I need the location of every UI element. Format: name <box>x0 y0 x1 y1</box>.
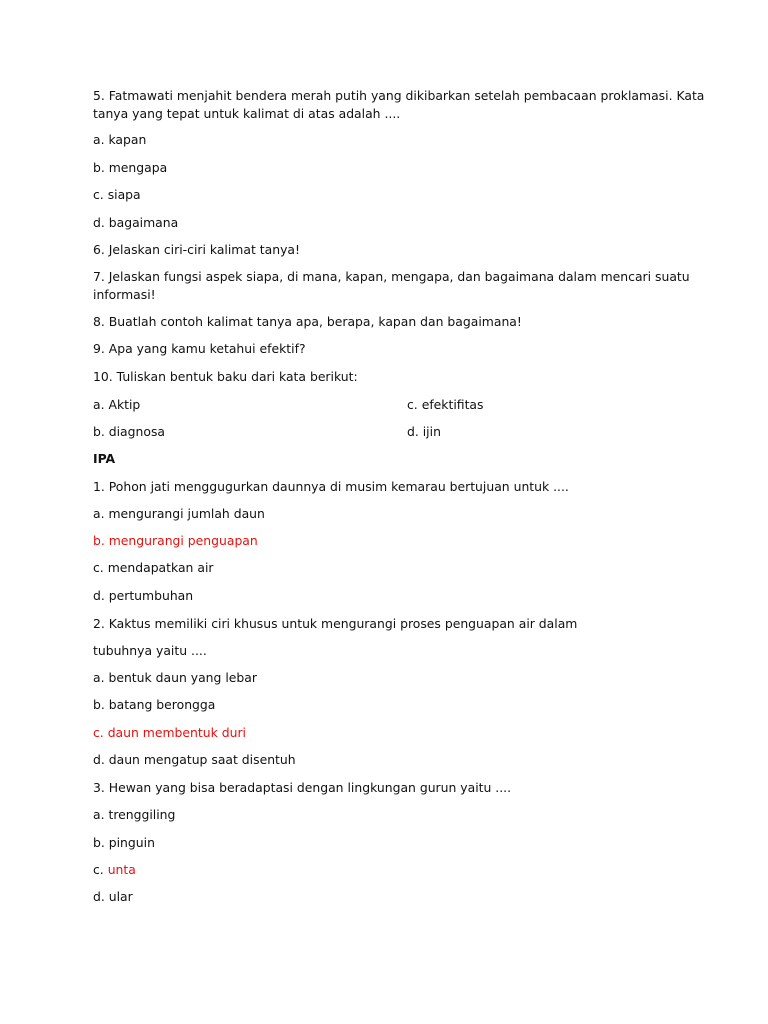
q5-line-2: tanya yang tepat untuk kalimat di atas adalah .... <box>93 106 401 121</box>
q7-line-2: informasi! <box>93 287 156 302</box>
q5-line-1: 5. Fatmawati menjahit bendera merah putih yang dikibarkan setelah pembacaan proklamasi. Kata <box>93 88 705 103</box>
q5-option-a: a. kapan <box>93 132 147 147</box>
q7-line-1: 7. Jelaskan fungsi aspek siapa, di mana, kapan, mengapa, dan bagaimana dalam mencari suatu <box>93 269 690 284</box>
ipa-q1-option-b-answer: b. mengurangi penguapan <box>93 533 258 548</box>
ipa-q3-text: 3. Hewan yang bisa beradaptasi dengan lingkungan gurun yaitu .... <box>93 780 512 795</box>
q10-text: 10. Tuliskan bentuk baku dari kata berikut: <box>93 369 358 384</box>
ipa-q3-option-c-answer: unta <box>107 862 136 877</box>
q10-option-b: b. diagnosa <box>93 424 165 439</box>
q10-option-d: d. ijin <box>407 424 441 439</box>
q5-option-b: b. mengapa <box>93 160 168 175</box>
ipa-q1-option-a: a. mengurangi jumlah daun <box>93 506 265 521</box>
ipa-q3-option-c <box>93 862 136 878</box>
ipa-q3-option-c-letter: c. <box>93 862 108 877</box>
ipa-q2-option-b: b. batang berongga <box>93 697 216 712</box>
ipa-q3-option-d: d. ular <box>93 889 133 904</box>
ipa-q2-option-d: d. daun mengatup saat disentuh <box>93 752 296 767</box>
ipa-q2-line-2: tubuhnya yaitu .... <box>93 643 207 658</box>
q10-option-c: c. efektifitas <box>407 397 484 412</box>
ipa-q2-line-1: 2. Kaktus memiliki ciri khusus untuk mengurangi proses penguapan air dalam <box>93 616 578 631</box>
ipa-q3-option-a: a. trenggiling <box>93 807 176 822</box>
q10-option-a: a. Aktip <box>93 397 141 412</box>
q5-option-c: c. siapa <box>93 187 141 202</box>
q5-option-d: d. bagaimana <box>93 215 179 230</box>
ipa-q1-option-d: d. pertumbuhan <box>93 588 194 603</box>
ipa-q3-option-b: b. pinguin <box>93 835 155 850</box>
ipa-q1-option-c: c. mendapatkan air <box>93 560 214 575</box>
ipa-q2-option-a: a. bentuk daun yang lebar <box>93 670 257 685</box>
section-heading-ipa: IPA <box>93 451 116 466</box>
ipa-q2-option-c-answer: c. daun membentuk duri <box>93 725 246 740</box>
q9-text: 9. Apa yang kamu ketahui efektif? <box>93 341 306 356</box>
q8-text: 8. Buatlah contoh kalimat tanya apa, berapa, kapan dan bagaimana! <box>93 314 522 329</box>
ipa-q1-text: 1. Pohon jati menggugurkan daunnya di musim kemarau bertujuan untuk .... <box>93 479 569 494</box>
q6-text: 6. Jelaskan ciri-ciri kalimat tanya! <box>93 242 300 257</box>
